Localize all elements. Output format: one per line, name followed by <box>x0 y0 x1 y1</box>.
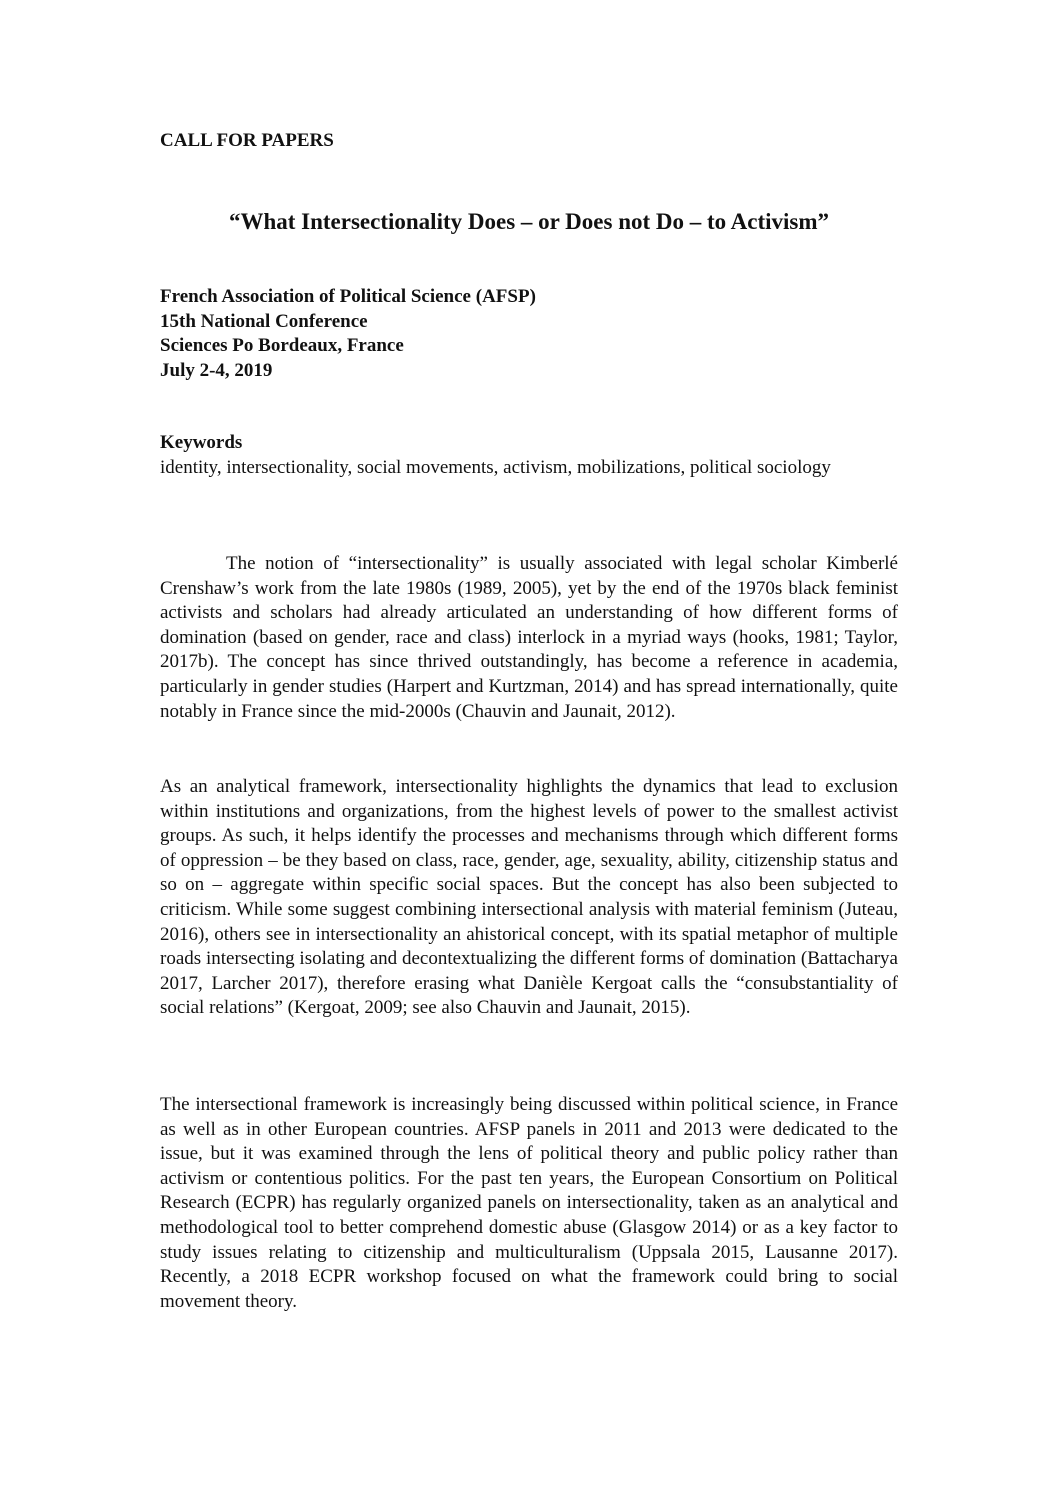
body-paragraph-2: As an analytical framework, intersectionality highlights the dynamics that lead to exclusion within institutions and organizations, from the highest levels of power to the smallest activist groups. As such, it helps identify the processes and mechanisms through which different forms of oppression – be they based on class, race, gender, age, sexuality, ability, citizenship status and so on – aggregate within specific social spaces. But the concept has also been subjected to criticism. While some suggest combining intersectional analysis with material feminism (Juteau, 2016), others see in intersectionality an ahistorical concept, with its spatial metaphor of multiple roads intersecting isolating and decontextualizing the different forms of domination (Battacharya 2017, Larcher 2017), therefore erasing what Danièle Kergoat calls the “consubstantiality of social relations” (Kergoat, 2009; see also Chauvin and Jaunait, 2015). <box>160 776 898 1019</box>
body-paragraph-3: The intersectional framework is increasingly being discussed within political science, in France as well as in other European countries. AFSP panels in 2011 and 2013 were dedicated to the issue, but it was examined through the lens of political theory and public policy rather than activism or contentious politics. For the past ten years, the European Consortium on Political Research (ECPR) has regularly organized panels on intersectionality, taken as an analytical and methodological tool to better comprehend domestic abuse (Glasgow 2014) or as a key factor to study issues relating to citizenship and multiculturalism (Uppsala 2015, Lausanne 2017). Recently, a 2018 ECPR workshop focused on what the framework could bring to social movement theory. <box>160 1094 898 1312</box>
keywords-list: identity, intersectionality, social movements, activism, mobilizations, political sociology <box>160 457 831 478</box>
conference-edition: 15th National Conference <box>160 310 368 332</box>
conference-venue: Sciences Po Bordeaux, France <box>160 335 404 356</box>
conference-dates: July 2-4, 2019 <box>160 359 273 381</box>
call-for-papers-label: CALL FOR PAPERS <box>160 130 334 151</box>
keywords-heading: Keywords <box>160 432 243 453</box>
conference-info <box>160 285 536 383</box>
conference-organizer: French Association of Political Science (AFSP) <box>160 286 536 307</box>
document-title: “What Intersectionality Does – or Does not Do – to Activism” <box>228 209 830 234</box>
body-paragraph-1: The notion of “intersectionality” is usually associated with legal scholar Kimberlé Crenshaw’s work from the late 1980s (1989, 2005), yet by the end of the 1970s black feminist activists and scholars had already articulated an understanding of how different forms of domination (based on gender, race and class) interlock in a myriad ways (hooks, 1981; Taylor, 2017b). The concept has since thrived outstandingly, has become a reference in academia, particularly in gender studies (Harpert and Kurtzman, 2014) and has spread internationally, quite notably in France since the mid-2000s (Chauvin and Jaunait, 2012). <box>160 553 898 722</box>
